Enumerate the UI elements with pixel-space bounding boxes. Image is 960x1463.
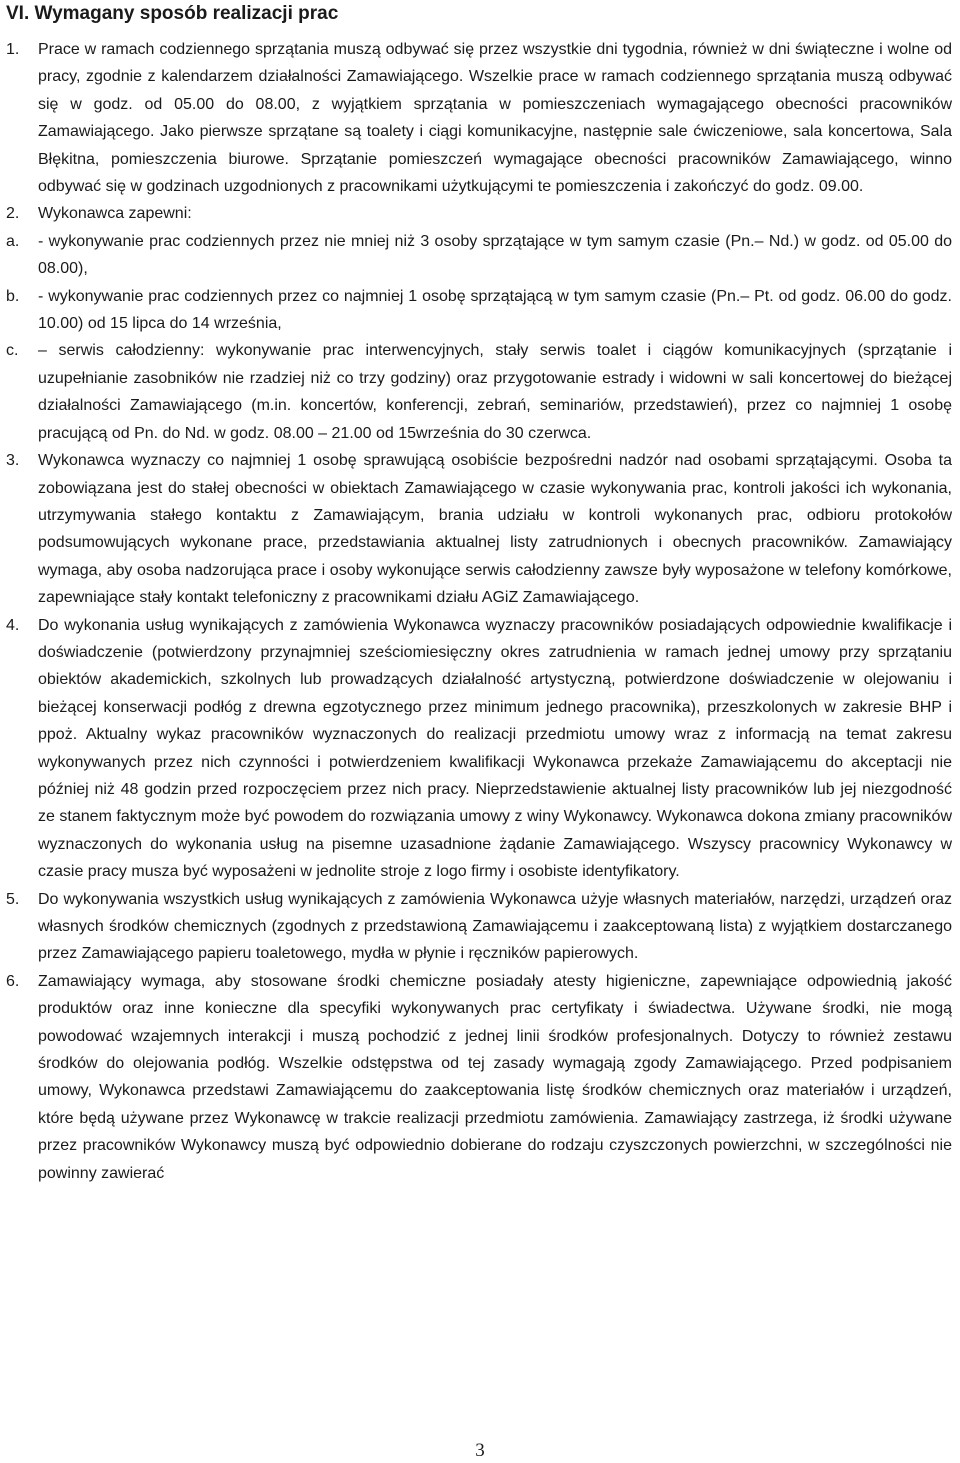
list-marker: b. bbox=[6, 287, 20, 305]
list-item-text: - wykonywanie prac codziennych przez nie mniej niż 3 osoby sprzątające w tym samym czasie (Pn.– Nd.) w godz. od 05.00 do 08.00), bbox=[38, 232, 952, 278]
list-marker: 6. bbox=[6, 972, 20, 990]
list-item-1 bbox=[0, 36, 960, 200]
list-item-text: - wykonywanie prac codziennych przez co najmniej 1 osobę sprzątającą w tym samym czasie (Pn.– Pt. od godz. 06.00 do godz. 10.00) od 15 lipca do 14 września, bbox=[38, 287, 952, 333]
list-marker: 5. bbox=[6, 890, 20, 908]
list-item-text: Wykonawca wyznaczy co najmniej 1 osobę sprawującą osobiście bezpośredni nadzór nad osobami sprzątającymi. Osoba ta zobowiązana jest do stałej obecności w obiektach Zamawiającego w czasie wykonywania prac, kontroli jakości ich wykonania, utrzymywania stałego kontaktu z Zamawiającym, brania udziału w kontroli wykonanych prac, odbioru protokołów podsumowujących wykonane prace, przedstawiania aktualnej listy zatrudnionych i obecnych pracowników. Zamawiający wymaga, aby osoba nadzorująca prace i osoby wykonujące serwis całodzienny zawsze były wyposażone w telefony komórkowe, zapewniające stały kontakt telefoniczny z pracownikami działu AGiZ Zamawiającego. bbox=[38, 452, 952, 607]
list-item-b bbox=[0, 283, 960, 338]
list-item-6 bbox=[0, 968, 960, 1187]
list-item-2 bbox=[0, 200, 960, 227]
list-item-3 bbox=[0, 447, 960, 611]
list-item-4 bbox=[0, 612, 960, 886]
requirements-list bbox=[0, 36, 960, 1187]
list-item-text: – serwis całodzienny: wykonywanie prac interwencyjnych, stały serwis toalet i ciągów komunikacyjnych (sprzątanie i uzupełnianie zasobników nie rzadziej niż co trzy godziny) oraz przygotowanie estrady i widowni w sali koncertowej do bieżącej działalności Zamawiającego (m.in. koncertów, konferencji, zebrań, seminariów, przedstawień), przez co najmniej 1 osobę pracującą od Pn. do Nd. w godz. 08.00 – 21.00 od 15września do 30 czerwca. bbox=[38, 342, 952, 442]
section-heading: VI. Wymagany sposób realizacji prac bbox=[6, 3, 339, 24]
list-marker: c. bbox=[6, 342, 19, 360]
list-item-c bbox=[0, 337, 960, 447]
list-item-text: Prace w ramach codziennego sprzątania muszą odbywać się przez wszystkie dni tygodnia, również w dni świąteczne i wolne od pracy, zgodnie z kalendarzem działalności Zamawiającego. Wszelkie prace w ramach codziennego sprzątania muszą odbywać się w godz. od 05.00 do 08.00, z wyjątkiem sprzątania w pomieszczeniach wymagającego obecności pracowników Zamawiającego. Jako pierwsze sprzątane są toalety i ciągi komunikacyjne, następnie sale ćwiczeniowe, sala koncertowa, Sala Błękitna, pomieszczenia biurowe. Sprzątanie pomieszczeń wymagające obecności pracowników Zamawiającego, winno odbywać się w godzinach uzgodnionych z pracownikami użytkującymi te pomieszczenia i zakończyć do godz. 09.00. bbox=[38, 41, 952, 196]
list-marker: 2. bbox=[6, 205, 20, 223]
list-item-text: Zamawiający wymaga, aby stosowane środki chemiczne posiadały atesty higieniczne, zapewniające odpowiednią jakość produktów oraz inne konieczne dla specyfiki wykonywanych prac certyfikaty i świadectwa. Używane środki, nie mogą powodować wzajemnych interakcji i muszą pochodzić z jednej linii środków profesjonalnych. Dotyczy to również zestawu środków do olejowania podłóg. Wszelkie odstępstwa od tej zasady wymagają zgody Zamawiającego. Przed podpisaniem umowy, Wykonawca przedstawi Zamawiającemu do zaakceptowania listę środków chemicznych oraz materiałów i urządzeń, które będą używane przez Wykonawcę w trakcie realizacji przedmiotu zamówienia. Zamawiający zastrzega, iż środki używane przez pracowników Wykonawcy muszą być odpowiednio dobierane do rodzaju czyszczonych powierzchni, w szczególności nie powinny zawierać bbox=[38, 972, 952, 1182]
list-item-5 bbox=[0, 886, 960, 968]
list-marker: a. bbox=[6, 232, 20, 250]
list-item-text: Do wykonywania wszystkich usług wynikających z zamówienia Wykonawca użyje własnych materiałów, narzędzi, urządzeń oraz własnych środków chemicznych (zgodnych z przedstawioną Zamawiającemu i zaakceptowaną lista) z wyjątkiem dostarczanego przez Zamawiającego papieru toaletowego, mydła w płynie i ręczników papierowych. bbox=[38, 890, 952, 963]
list-item-text: Wykonawca zapewni: bbox=[38, 205, 192, 223]
page-number: 3 bbox=[475, 1440, 485, 1461]
list-marker: 3. bbox=[6, 452, 20, 470]
list-item-text: Do wykonania usług wynikających z zamówienia Wykonawca wyznaczy pracowników posiadających odpowiednie kwalifikacje i doświadczenie (potwierdzony przynajmniej sześciomiesięczny okres zatrudnienia w ramach jednej umowy przy sprzątaniu obiektów akademickich, szkolnych lub prowadzących działalność artystyczną, potwierdzone doświadczenie w olejowaniu i bieżącej konserwacji podłóg z drewna egzotycznego przez minimum jednego pracownika), przeszkolonych w zakresie BHP i ppoż. Aktualny wykaz pracowników wyznaczonych do realizacji przedmiotu umowy wraz z informacją na temat zakresu wykonywanych przez nich czynności i potwierdzeniem kwalifikacji Wykonawca przekaże Zamawiającemu do akceptacji nie później niż 48 godzin przed rozpoczęciem przez nich pracy. Nieprzedstawienie aktualnej listy pracowników lub jej niezgodność ze stanem faktycznym może być powodem do rozwiązania umowy z winy Wykonawcy. Wykonawca dokona zmiany pracowników wyznaczonych do wykonania usług na pisemne uzasadnione żądanie Zamawiającego. Wszyscy pracownicy Wykonawcy w czasie pracy musza być wyposażeni w jednolite stroje z logo firmy i osobiste identyfikatory. bbox=[38, 616, 952, 881]
list-marker: 1. bbox=[6, 41, 20, 58]
list-item-a bbox=[0, 228, 960, 283]
list-marker: 4. bbox=[6, 616, 20, 634]
